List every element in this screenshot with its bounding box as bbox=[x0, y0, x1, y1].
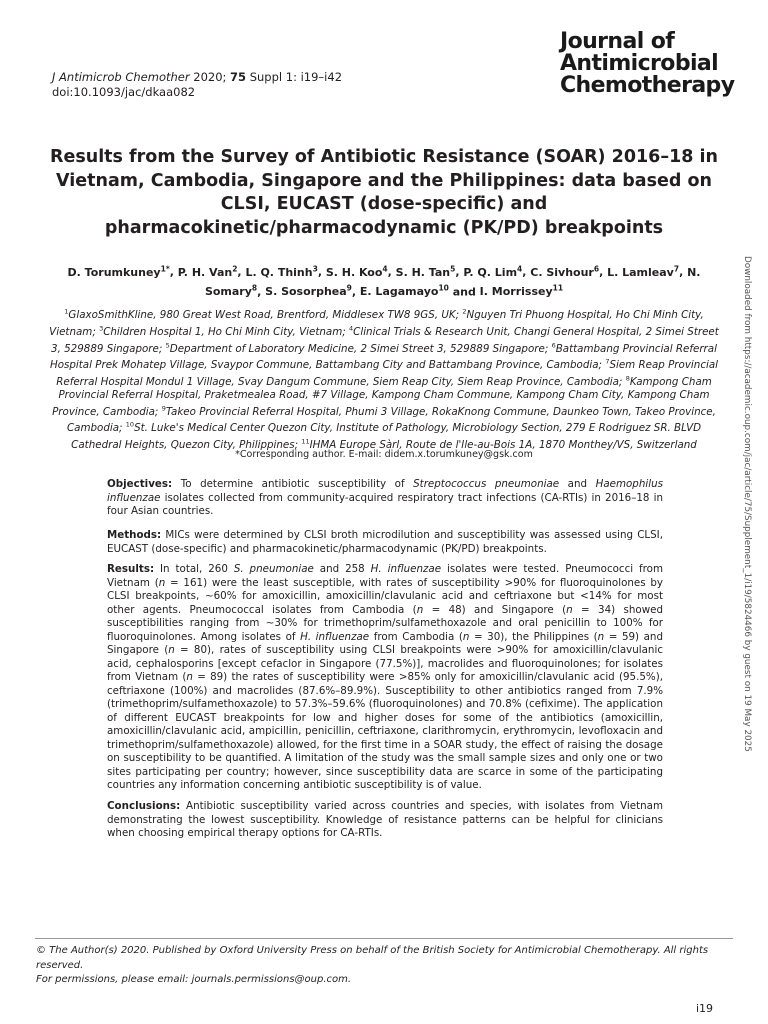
author bbox=[480, 285, 563, 298]
citation-pages: Suppl 1: i19–i42 bbox=[246, 70, 343, 84]
author bbox=[360, 285, 449, 298]
abstract-text: and 258 bbox=[313, 563, 371, 575]
affiliation-number: 10 bbox=[125, 420, 135, 429]
affiliation bbox=[99, 326, 346, 338]
author-affiliation-mark: 1* bbox=[160, 264, 170, 273]
citation bbox=[52, 70, 342, 100]
author-name: E. Lagamayo bbox=[359, 285, 439, 299]
corresponding-author: *Corresponding author. E-mail: didem.x.torumkuney@gsk.com bbox=[235, 449, 533, 460]
abstract-text: n bbox=[597, 630, 605, 643]
abstract-objectives-label: Objectives: bbox=[107, 478, 173, 490]
author-affiliation-mark: 4 bbox=[517, 264, 523, 273]
abstract-methods-label: Methods: bbox=[107, 529, 162, 541]
author bbox=[396, 266, 456, 279]
abstract-text: S. pneumoniae bbox=[233, 563, 314, 575]
affiliation-number: 2 bbox=[462, 308, 467, 316]
abstract-text: n bbox=[462, 630, 470, 643]
abstract-text: Haemophilus influenzae bbox=[107, 478, 663, 504]
abstract-text: n bbox=[168, 644, 175, 656]
citation-journal: J Antimicrob Chemother bbox=[52, 70, 190, 84]
author-affiliation-mark: 2 bbox=[232, 264, 238, 273]
citation-year: 2020; bbox=[189, 70, 231, 84]
affiliation-number: 3 bbox=[99, 324, 104, 333]
journal-logo-line: Journal of bbox=[560, 29, 675, 54]
affiliation-text: Department of Laboratory Medicine, 2 Simei Street 3, 529889 Singapore; bbox=[169, 342, 549, 355]
abstract-text: Streptococcus pneumoniae bbox=[413, 478, 560, 490]
abstract-text: from Cambodia ( bbox=[369, 630, 463, 643]
author-name: D. Torumkuney bbox=[67, 265, 161, 279]
abstract-text: n bbox=[416, 603, 424, 616]
author-affiliation-mark: 10 bbox=[438, 283, 449, 293]
author-affiliation-mark: 9 bbox=[346, 283, 352, 293]
author-name: I. Morrissey bbox=[479, 285, 553, 299]
abstract-text: n bbox=[186, 671, 193, 683]
author-affiliation-mark: 11 bbox=[552, 283, 564, 293]
abstract-conclusions-label: Conclusions: bbox=[107, 800, 181, 812]
author bbox=[245, 266, 317, 279]
abstract-objectives bbox=[107, 478, 663, 519]
footer-divider bbox=[35, 938, 733, 939]
affiliation-text: Takeo Provincial Referral Hospital, Phumi 3 Village, RokaKnong Commune, Daunkeo Town, Takeo Province, Cambodia; bbox=[66, 405, 716, 435]
abstract-text: = 34) showed susceptibilities ranging from ∼30% for trimethoprim/sulfamethoxazole and oral penicillin to 100% for fluoroquinolones. Among isolates of bbox=[107, 603, 663, 643]
abstract-text: n bbox=[566, 603, 573, 616]
affiliation-text: Clinical Trials & Research Unit, Changi General Hospital, 2 Simei Street 3, 529889 Singapore; bbox=[51, 326, 719, 355]
author bbox=[68, 266, 170, 279]
author-affiliation-mark: 3 bbox=[312, 264, 318, 273]
abstract-text: = 80), rates of susceptibility using CLSI breakpoints were >90% for amoxicillin/clavulanic acid, cephalosporins [except cefaclor in Singapore (77.5%)], macrolides and fluoroquinolones; for isolates from Vietnam ( bbox=[107, 644, 663, 683]
author-list: D. Torumkuney$^{1*}$, P. H. Van$^2$, L. Q. Thinh$^3$, S. H. Koo$^4$, S. H. Tan$^5$, P. Q. Lim$^4$, C. Sivhour$^6$, L. Lamleav$^7$, N. Somary$^8$, S. Sosorphea$^9$, E. Lagamayo$^{10}$ and I. Morrissey$^{11}$ bbox=[67, 264, 701, 299]
author-name: N. Somary bbox=[204, 265, 701, 299]
abstract-text: = 30), the Philippines ( bbox=[469, 630, 598, 643]
abstract-text: n bbox=[158, 576, 166, 589]
affiliation-number: 6 bbox=[551, 341, 556, 350]
affiliation-text: Kampong Cham Provincial Referral Hospital, Praketmealea Road, #7 Village, Kampong Cham Commune, Kampong Cham City, Kampong Cham Province, Cambodia; bbox=[52, 375, 712, 418]
affiliation-text: IHMA Europe Sàrl, Route de l'Ile-au-Bois 1A, 1870 Monthey/VS, Switzerland bbox=[309, 439, 697, 451]
author-name: P. Q. Lim bbox=[463, 265, 518, 279]
author-affiliation-mark: 4 bbox=[382, 264, 388, 273]
affiliation-number: 9 bbox=[161, 404, 166, 413]
author bbox=[265, 285, 352, 298]
abstract-text: Antibiotic susceptibility varied across countries and species, with isolates from Vietnam demonstrating the lowest susceptibility. Knowledge of resistance patterns can be helpful for clinicians when choosing empirical therapy options for CA-RTIs. bbox=[107, 800, 664, 839]
author-affiliation-mark: 7 bbox=[673, 264, 680, 273]
affiliation-number: 5 bbox=[165, 341, 170, 350]
author bbox=[463, 266, 522, 279]
author-affiliation-mark: 5 bbox=[450, 264, 456, 273]
abstract-results bbox=[107, 563, 663, 793]
author-name: P. H. Van bbox=[177, 265, 233, 279]
doi[interactable]: doi:10.1093/jac/dkaa082 bbox=[52, 85, 196, 99]
abstract-text: isolates collected from community-acquired respiratory tract infections (CA-RTIs) in 2016–18 in four Asian countries. bbox=[107, 491, 663, 517]
author-name: S. H. Koo bbox=[325, 265, 383, 279]
citation-line bbox=[52, 70, 342, 85]
copyright-line: © The Author(s) 2020. Published by Oxford University Press on behalf of the British Society for Antimicrobial Chemotherapy. All rights reserved. bbox=[36, 945, 709, 971]
abstract-text: isolates were tested. Pneumococci from Vietnam ( bbox=[107, 563, 663, 589]
affiliation-number: 7 bbox=[605, 357, 610, 366]
author bbox=[530, 266, 599, 279]
affiliation-text: Battambang Provincial Referral Hospital Prek Mohatep Village, Svaypor Commune, Battambang City and Battambang Province, Cambodia; bbox=[49, 342, 717, 372]
affiliation-text: GlaxoSmithKline, 980 Great West Road, Brentford, Middlesex TW8 9GS, UK; bbox=[68, 309, 460, 322]
author bbox=[178, 266, 238, 279]
affiliation-text: Siem Reap Provincial Referral Hospital Mondul 1 Village, Svay Dangum Commune, Siem Reap City, Siem Reap Province, Cambodia; bbox=[56, 359, 719, 388]
journal-logo-line: Antimicrobial bbox=[560, 51, 719, 76]
abstract-text: H. influenzae bbox=[370, 563, 442, 575]
journal-logo bbox=[560, 31, 734, 97]
author-affiliation-mark: 6 bbox=[593, 264, 600, 273]
affiliation-number: 8 bbox=[625, 374, 630, 383]
journal-logo-line: Chemotherapy bbox=[560, 73, 735, 98]
abstract-text: = 161) were the least susceptible, with rates of susceptibility >90% for fluoroquinolones by CLSI breakpoints, ∼60% for amoxicillin, amoxicillin/clavulanic acid and ceftriaxone but <14% for most other agents. Pneumococcal isolates from Cambodia ( bbox=[107, 576, 663, 616]
author-name: C. Sivhour bbox=[530, 265, 594, 279]
affiliation-number: 1 bbox=[64, 308, 69, 316]
abstract-text: In total, 260 bbox=[160, 563, 234, 575]
copyright-notice bbox=[36, 944, 736, 988]
affiliation bbox=[64, 309, 459, 321]
abstract-text: = 48) and Singapore ( bbox=[423, 603, 567, 616]
abstract-text: To determine antibiotic susceptibility of bbox=[180, 478, 414, 490]
download-watermark bbox=[741, 256, 755, 776]
affiliation-text: Nguyen Tri Phuong Hospital, Ho Chi Minh City, Vietnam; bbox=[49, 309, 704, 339]
abstract-text: H. influenzae bbox=[300, 630, 370, 643]
affiliation-number: 11 bbox=[301, 437, 310, 446]
permissions-line: For permissions, please email: journals.permissions@oup.com. bbox=[36, 974, 352, 985]
download-watermark-text: Downloaded from https://academic.oup.com/jac/article/75/Supplement_1/i19/5824466 by guest on 19 May 2025 bbox=[742, 256, 752, 752]
affiliation-text: St. Luke's Medical Center Quezon City, Institute of Pathology, Microbiology Section, 279 E Rodriguez SR. BLVD Cathedral Heights, Quezon City, Philippines; bbox=[71, 422, 702, 451]
abstract-methods bbox=[107, 529, 663, 556]
abstract-text: MICs were determined by CLSI broth microdilution and susceptibility was assessed using CLSI, EUCAST (dose-specific) and pharmacokinetic/pharmacodynamic (PK/PD) breakpoints. bbox=[107, 529, 663, 555]
abstract-results-label: Results: bbox=[107, 563, 155, 575]
author bbox=[326, 266, 388, 279]
author bbox=[607, 266, 679, 279]
page-number: i19 bbox=[696, 1002, 714, 1015]
affiliation-list bbox=[48, 306, 720, 452]
abstract-text: = 89) the rates of susceptibility were >85% only for amoxicillin/clavulanic acid (95.5%), ceftriaxone (100%) and macrolides (87.6%–89.9%). Susceptibility to other antibiotics ranged from 7.9% (trimethoprim/sulfamethoxazole) to 57.3%–59.6% (fluoroquinolones) and 70.8% (cefixime). The application of different EUCAST breakpoints for low and higher doses for some of the antibiotics (amoxicillin, amoxicillin/clavulanic acid, ampicillin, penicillin, ceftriaxone, clarithromycin, erythromycin, levofloxacin and trimethoprim/sulfamethoxazole) allowed, for the first time in a SOAR study, the effect of raising the dosage on susceptibility to be quantified. A limitation of the study was the small sample sizes and only one or two sites participating per country; however, since susceptibility data are scarce in some of the participating countries any information concerning antibiotic susceptibility is of value. bbox=[107, 671, 663, 791]
author-name: L. Q. Thinh bbox=[245, 265, 313, 279]
citation-volume: 75 bbox=[230, 70, 247, 84]
affiliation-number: 4 bbox=[349, 324, 354, 333]
author-name: S. Sosorphea bbox=[265, 285, 347, 299]
abstract-text: = 59) and Singapore ( bbox=[107, 630, 663, 656]
abstract-conclusions bbox=[107, 800, 663, 841]
abstract-text: and bbox=[559, 478, 596, 490]
affiliation bbox=[166, 343, 549, 355]
author-affiliation-mark: 8 bbox=[251, 283, 258, 293]
affiliation-text: Children Hospital 1, Ho Chi Minh City, Vietnam; bbox=[103, 326, 346, 339]
author-name: S. H. Tan bbox=[395, 265, 451, 279]
author-name: L. Lamleav bbox=[607, 265, 674, 279]
article-title: Results from the Survey of Antibiotic Resistance (SOAR) 2016–18 in Vietnam, Cambodia, Singapore and the Philippines: data based on CLSI, EUCAST (dose-specific) and pharmacokinetic/pharmacodynamic (PK/PD) breakpoints bbox=[49, 147, 719, 238]
